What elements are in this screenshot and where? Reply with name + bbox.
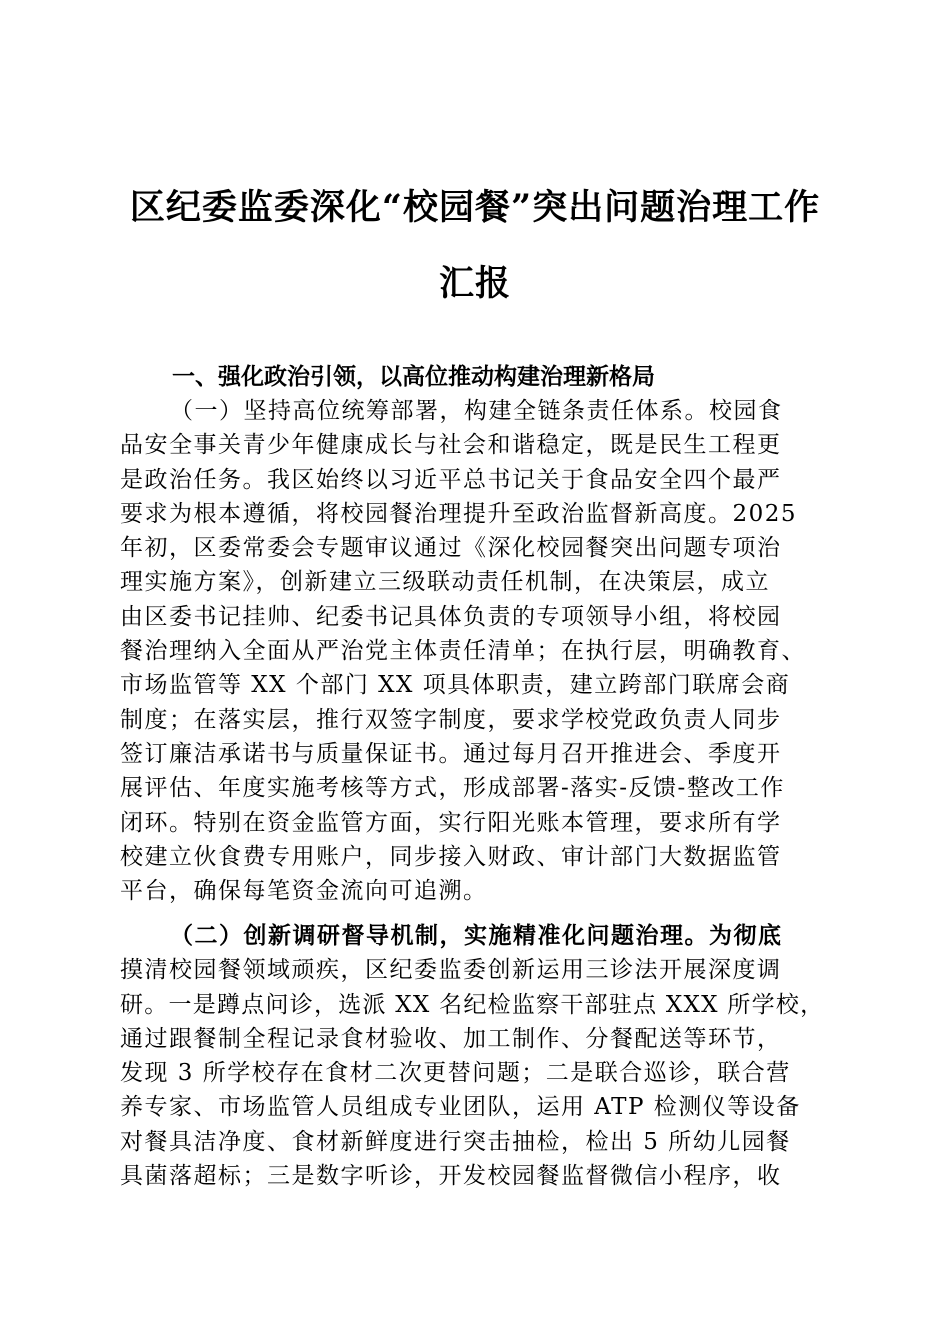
- paragraph-line: 理实施方案》，创新建立三级联动责任机制，在决策层，成立: [120, 569, 770, 596]
- paragraph-2: [120, 919, 832, 1193]
- paragraph-line: 餐治理纳入全面从严治党主体责任清单；在执行层，明确教育、: [120, 638, 806, 665]
- paragraph-line: 具菌落超标；三是数字听诊，开发校园餐监督微信小程序，收: [120, 1163, 782, 1190]
- paragraph-line: 年初，区委常委会专题审议通过《深化校园餐突出问题专项治: [120, 535, 782, 562]
- paragraph-line: 对餐具洁净度、食材新鲜度进行突击抽检，检出 5 所幼儿园餐: [120, 1128, 791, 1155]
- section-heading: 一、强化政治引领，以高位推动构建治理新格局: [172, 364, 655, 390]
- paragraph-line: 发现 3 所学校存在食材二次更替问题；二是联合巡诊，联合营: [120, 1060, 791, 1087]
- paragraph-line: （一）坚持高位统筹部署，构建全链条责任体系。校园食: [170, 398, 783, 424]
- paragraph-line: 是政治任务。我区始终以习近平总书记关于食品安全四个最严: [120, 466, 782, 493]
- paragraph-line: 平台，确保每笔资金流向可追溯。: [120, 878, 488, 905]
- paragraph-line: （二）创新调研督导机制，实施精准化问题治理。为彻底: [170, 922, 783, 949]
- paragraph-line: 养专家、市场监管人员组成专业团队，运用 ATP 检测仪等设备: [120, 1094, 801, 1121]
- document-title: [100, 170, 850, 322]
- paragraph-line: 研。一是蹲点问诊，选派 XX 名纪检监察干部驻点 XXX 所学校，: [120, 991, 825, 1018]
- paragraph-line: 摸清校园餐领域顽疾，区纪委监委创新运用三诊法开展深度调: [120, 957, 782, 984]
- paragraph-line: 闭环。特别在资金监管方面，实行阳光账本管理，要求所有学: [120, 809, 782, 836]
- paragraph-line: 展评估、年度实施考核等方式，形成部署-落实-反馈-整改工作: [120, 775, 785, 802]
- paragraph-line: 由区委书记挂帅、纪委书记具体负责的专项领导小组，将校园: [120, 603, 782, 630]
- paragraph-line: 市场监管等 XX 个部门 XX 项具体职责，建立跨部门联席会商: [120, 672, 791, 699]
- paragraph-line: 通过跟餐制全程记录食材验收、加工制作、分餐配送等环节，: [120, 1025, 782, 1052]
- paragraph-line: 校建立伙食费专用账户，同步接入财政、审计部门大数据监管: [120, 843, 782, 870]
- paragraph-1: [120, 394, 832, 908]
- title-line-1: 区纪委监委深化“校园餐”突出问题治理工作: [129, 187, 821, 228]
- paragraph-line: 要求为根本遵循，将校园餐治理提升至政治监督新高度。2025: [120, 500, 798, 527]
- paragraph-line: 制度；在落实层，推行双签字制度，要求学校党政负责人同步: [120, 706, 782, 733]
- paragraph-line: 签订廉洁承诺书与质量保证书。通过每月召开推进会、季度开: [120, 740, 782, 767]
- title-line-2: 汇报: [438, 263, 511, 304]
- paragraph-line: 品安全事关青少年健康成长与社会和谐稳定，既是民生工程更: [120, 432, 782, 459]
